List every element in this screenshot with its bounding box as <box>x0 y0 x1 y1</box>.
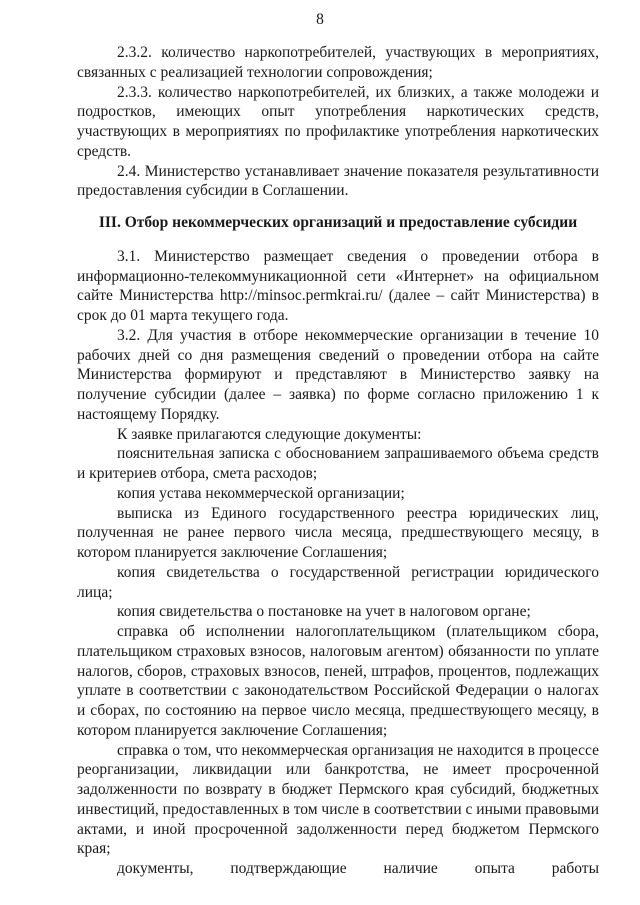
document-item: копия свидетельства о постановке на учет в налоговом органе; <box>117 603 531 621</box>
page-number: 8 <box>316 11 324 28</box>
document-item: документы, подтверждающие наличие опыта работы <box>117 860 599 877</box>
paragraph-3-1: 3.1. Министерство размещает сведения о проведении отбора в информационно-телекоммуникационной сети «Интернет» на официальном сайте Министерства http://minsoc.permkrai.ru/ (далее – сайт Министерства) в срок до 01 марта текущего года. <box>77 247 599 324</box>
document-item: пояснительная записка с обоснованием запрашиваемого объема средств и критериев отбора, смета расходов; <box>77 445 599 482</box>
document-item: копия устава некоммерческой организации; <box>117 484 405 502</box>
documents-intro: К заявке прилагаются следующие документы: <box>117 425 422 443</box>
document-item: выписка из Единого государственного реестра юридических лиц, полученная не ранее первого числа месяца, предшествующего месяцу, в котором планируется заключение Соглашения; <box>77 504 599 561</box>
paragraph-2-3-3: 2.3.3. количество наркопотребителей, их близких, а также молодежи и подростков, имеющих опыт употребления наркотических средств, участвующих в мероприятиях по профилактике употребления наркотических средств. <box>77 83 599 160</box>
section-heading: III. Отбор некоммерческих организаций и предоставление субсидии <box>98 214 578 231</box>
paragraph-2-3-2: 2.3.2. количество наркопотребителей, участвующих в мероприятиях, связанных с реализацией технологии сопровождения; <box>77 44 599 81</box>
document-item: копия свидетельства о государственной регистрации юридического лица; <box>77 563 599 601</box>
document-item: справка об исполнении налогоплательщиком (плательщиком сбора, плательщиком страховых взносов, налоговым агентом) обязанности по уплате налогов, сборов, страховых взносов, пеней, штрафов, процентов, подлежащих уплате в соответствии с законодательством Российской Федерации о налогах и сборах, по состоянию на первое число месяца, предшествующего месяцу, в котором планируется заключение Соглашения; <box>77 623 599 739</box>
document-item: справка о том, что некоммерческая организация не находится в процессе реорганизации, ликвидации или банкротства, не имеет просроченной задолженности по возврату в бюджет Пермского края субсидий, бюджетных инвестиций, предоставленных в том числе в соответствии с иными правовыми актами, и иной просроченной задолженности перед бюджетом Пермского края; <box>77 741 599 858</box>
paragraph-2-4: 2.4. Министерство устанавливает значение показателя результативности предоставления субсидии в Соглашении. <box>77 162 599 200</box>
paragraph-3-2: 3.2. Для участия в отборе некоммерческие организации в течение 10 рабочих дней со дня размещения сведений о проведении отбора на сайте Министерства формируют и представляют в Министерство заявку на получение субсидии (далее – заявка) по форме согласно приложению 1 к настоящему Порядку. <box>77 326 599 423</box>
document-body <box>77 43 599 879</box>
